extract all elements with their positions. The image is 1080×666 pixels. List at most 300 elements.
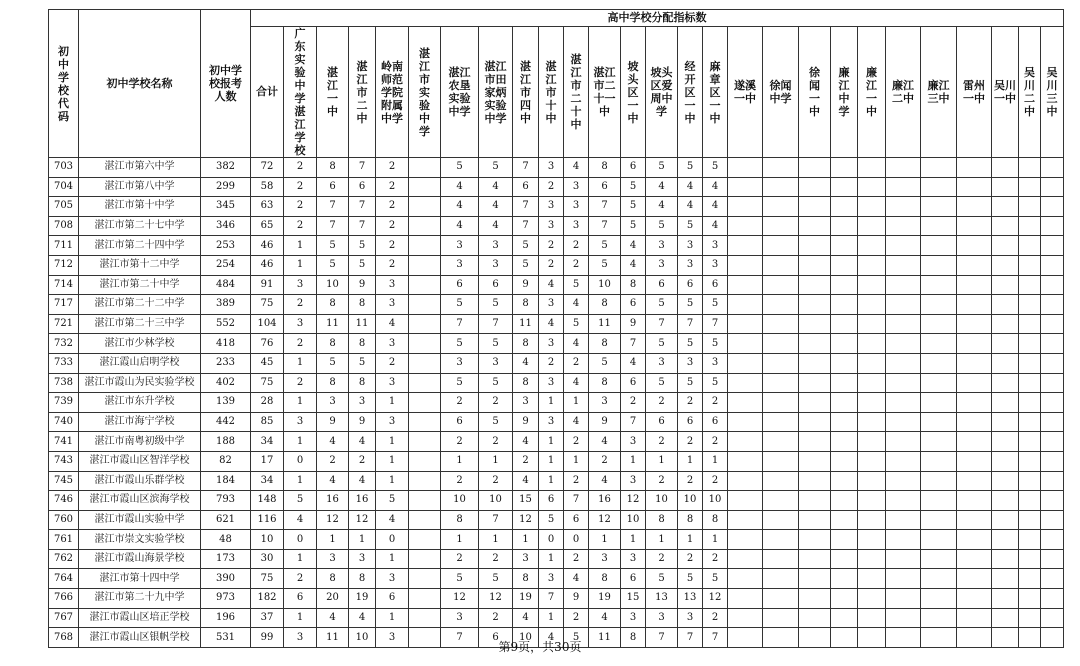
quota-cell [728,491,763,511]
quota-cell [957,530,992,550]
quota-cell: 3 [479,255,513,275]
quota-cell: 1 [376,432,409,452]
quota-cell: 2 [646,432,678,452]
quota-cell: 4 [539,275,564,295]
quota-cell: 2 [376,353,409,373]
quota-cell [1041,510,1064,530]
quota-cell: 3 [376,295,409,315]
quota-cell: 6 [441,275,479,295]
quota-cell: 6 [621,569,646,589]
quota-cell [992,569,1019,589]
quota-cell: 8 [441,510,479,530]
quota-cell [409,275,441,295]
quota-cell: 2 [539,255,564,275]
header-school: 吴川二中 [1019,27,1041,158]
quota-cell: 10 [317,275,349,295]
quota-cell: 5 [703,158,728,178]
applicant-count-cell: 402 [201,373,251,393]
quota-cell: 6 [564,510,589,530]
quota-cell: 4 [564,569,589,589]
quota-cell [921,236,957,256]
quota-cell [831,373,858,393]
school-name-cell: 湛江市第二十中学 [79,275,201,295]
quota-cell: 3 [621,608,646,628]
quota-cell: 8 [317,334,349,354]
quota-cell [1041,491,1064,511]
school-name-cell: 湛江市霞山乐群学校 [79,471,201,491]
quota-cell: 5 [441,373,479,393]
applicant-count-cell: 139 [201,393,251,413]
quota-cell: 4 [349,432,376,452]
quota-cell [886,177,921,197]
quota-cell: 7 [441,314,479,334]
header-code: 初中学校代码 [49,10,79,158]
school-code-cell: 732 [49,334,79,354]
quota-cell: 5 [646,216,678,236]
quota-cell [831,569,858,589]
quota-cell: 1 [621,530,646,550]
quota-cell: 3 [539,412,564,432]
quota-cell: 5 [678,295,703,315]
quota-cell [992,353,1019,373]
quota-cell: 9 [513,275,539,295]
quota-cell [1019,255,1041,275]
quota-cell [921,158,957,178]
quota-cell: 7 [349,158,376,178]
quota-cell [1041,530,1064,550]
quota-cell: 19 [349,589,376,609]
quota-cell [831,158,858,178]
quota-cell [992,216,1019,236]
quota-cell [1019,353,1041,373]
quota-cell: 6 [703,412,728,432]
quota-cell: 3 [441,255,479,275]
quota-cell: 5 [703,334,728,354]
quota-cell [831,432,858,452]
quota-cell [858,334,886,354]
quota-cell [957,353,992,373]
quota-cell [921,589,957,609]
quota-cell [763,510,799,530]
quota-cell: 3 [646,236,678,256]
quota-cell [1041,471,1064,491]
header-school: 湛江市二中 [349,27,376,158]
quota-cell [763,530,799,550]
quota-cell [858,569,886,589]
header-school: 湛江一中 [317,27,349,158]
quota-cell: 4 [317,471,349,491]
quota-cell [728,530,763,550]
school-code-cell: 733 [49,353,79,373]
quota-cell: 4 [349,471,376,491]
school-name-cell: 湛江市霞山区培正学校 [79,608,201,628]
quota-cell: 11 [513,314,539,334]
quota-cell: 2 [678,471,703,491]
quota-cell: 2 [479,549,513,569]
applicant-count-cell: 345 [201,197,251,217]
quota-cell: 3 [589,393,621,413]
quota-cell: 1 [349,530,376,550]
quota-cell: 8 [589,334,621,354]
quota-cell [409,608,441,628]
quota-cell: 5 [349,236,376,256]
quota-cell [921,334,957,354]
quota-cell: 5 [564,314,589,334]
quota-cell: 6 [703,275,728,295]
school-name-cell: 湛江市第十二中学 [79,255,201,275]
school-code-cell: 760 [49,510,79,530]
quota-cell: 19 [589,589,621,609]
quota-cell: 8 [513,373,539,393]
quota-cell [763,451,799,471]
quota-cell [1019,608,1041,628]
quota-cell [763,353,799,373]
quota-cell [763,275,799,295]
quota-cell [992,589,1019,609]
quota-cell [1019,295,1041,315]
total-cell: 34 [251,471,284,491]
header-school: 湛江市二十一中 [589,27,621,158]
quota-cell [831,608,858,628]
quota-cell [921,373,957,393]
quota-cell: 8 [589,158,621,178]
quota-cell [886,353,921,373]
quota-cell: 5 [589,236,621,256]
quota-cell: 6 [539,491,564,511]
applicant-count-cell: 196 [201,608,251,628]
quota-cell: 2 [703,471,728,491]
quota-cell [728,255,763,275]
quota-cell: 7 [589,197,621,217]
quota-cell [1041,236,1064,256]
quota-cell: 12 [621,491,646,511]
school-code-cell: 740 [49,412,79,432]
quota-cell [957,295,992,315]
quota-cell: 4 [376,314,409,334]
quota-cell: 3 [376,628,409,648]
total-cell: 75 [251,569,284,589]
applicant-count-cell: 254 [201,255,251,275]
applicant-count-cell: 793 [201,491,251,511]
quota-cell [1019,451,1041,471]
quota-cell: 4 [441,197,479,217]
quota-cell: 3 [539,334,564,354]
quota-cell: 8 [646,510,678,530]
quota-cell: 4 [564,373,589,393]
header-school: 廉江一中 [858,27,886,158]
quota-cell: 4 [349,608,376,628]
quota-cell: 2 [539,177,564,197]
quota-cell [957,255,992,275]
quota-cell: 4 [646,197,678,217]
quota-cell [763,491,799,511]
total-cell: 46 [251,236,284,256]
applicant-count-cell: 299 [201,177,251,197]
quota-cell: 3 [284,628,317,648]
table-row [49,177,1064,197]
quota-cell [921,314,957,334]
school-code-cell: 768 [49,628,79,648]
quota-cell [957,373,992,393]
quota-cell: 3 [646,255,678,275]
table-row [49,412,1064,432]
school-code-cell: 746 [49,491,79,511]
table-row [49,197,1064,217]
quota-cell [409,530,441,550]
header-school: 麻章区一中 [703,27,728,158]
quota-cell [858,255,886,275]
quota-cell [886,295,921,315]
quota-cell [763,295,799,315]
quota-cell: 3 [376,373,409,393]
quota-cell: 5 [678,569,703,589]
quota-cell [921,569,957,589]
school-code-cell: 705 [49,197,79,217]
quota-cell: 4 [479,216,513,236]
quota-cell: 1 [284,353,317,373]
quota-cell [921,295,957,315]
quota-cell [1019,216,1041,236]
quota-cell: 7 [539,589,564,609]
quota-cell: 4 [703,216,728,236]
school-code-cell: 717 [49,295,79,315]
quota-cell [1041,412,1064,432]
quota-cell [799,314,831,334]
table-row [49,491,1064,511]
quota-cell: 7 [564,491,589,511]
quota-cell [858,530,886,550]
quota-cell [957,314,992,334]
quota-cell [957,197,992,217]
quota-cell [992,471,1019,491]
quota-cell: 3 [621,471,646,491]
table-row [49,393,1064,413]
quota-cell: 7 [678,628,703,648]
quota-cell [1019,334,1041,354]
quota-cell: 5 [317,236,349,256]
quota-cell [799,393,831,413]
quota-cell: 5 [621,197,646,217]
quota-cell [1041,177,1064,197]
school-name-cell: 湛江市第二十三中学 [79,314,201,334]
quota-cell: 10 [678,491,703,511]
quota-cell: 4 [621,353,646,373]
applicant-count-cell: 233 [201,353,251,373]
header-school: 广东实验中学湛江学校 [284,27,317,158]
quota-cell: 20 [317,589,349,609]
quota-cell: 8 [513,569,539,589]
school-name-cell: 湛江市第八中学 [79,177,201,197]
table-row [49,275,1064,295]
quota-cell: 2 [564,255,589,275]
total-cell: 85 [251,412,284,432]
applicant-count-cell: 173 [201,549,251,569]
quota-cell: 1 [539,432,564,452]
quota-cell: 2 [621,393,646,413]
quota-cell: 4 [441,177,479,197]
school-name-cell: 湛江市第十四中学 [79,569,201,589]
quota-cell: 12 [317,510,349,530]
quota-cell [409,158,441,178]
quota-cell: 4 [564,334,589,354]
quota-cell: 8 [703,510,728,530]
applicant-count-cell: 973 [201,589,251,609]
quota-cell: 6 [349,177,376,197]
quota-cell: 1 [678,451,703,471]
quota-cell: 3 [284,275,317,295]
quota-cell: 13 [678,589,703,609]
quota-cell: 8 [589,373,621,393]
quota-cell: 12 [441,589,479,609]
school-name-cell: 湛江市少林学校 [79,334,201,354]
quota-cell: 4 [678,197,703,217]
header-school: 湛江市田家炳实验中学 [479,27,513,158]
quota-cell [799,608,831,628]
quota-cell: 10 [589,275,621,295]
quota-cell: 0 [284,451,317,471]
quota-cell: 3 [678,236,703,256]
header-school: 徐闻中学 [763,27,799,158]
applicant-count-cell: 442 [201,412,251,432]
quota-cell [1041,255,1064,275]
school-code-cell: 741 [49,432,79,452]
applicant-count-cell: 389 [201,295,251,315]
total-cell: 91 [251,275,284,295]
school-code-cell: 721 [49,314,79,334]
table-row [49,353,1064,373]
quota-cell: 5 [703,373,728,393]
quota-cell [799,530,831,550]
quota-cell [886,432,921,452]
total-cell: 76 [251,334,284,354]
school-code-cell: 743 [49,451,79,471]
quota-cell [1019,412,1041,432]
quota-cell [1041,353,1064,373]
quota-cell: 8 [513,295,539,315]
quota-cell: 2 [284,158,317,178]
quota-cell [1041,608,1064,628]
quota-cell: 4 [317,608,349,628]
quota-cell [409,432,441,452]
quota-cell [992,412,1019,432]
table-row [49,295,1064,315]
quota-cell: 2 [646,549,678,569]
school-code-cell: 761 [49,530,79,550]
quota-cell: 1 [376,471,409,491]
quota-cell [799,589,831,609]
quota-cell [1019,177,1041,197]
quota-cell: 3 [376,275,409,295]
quota-cell [858,236,886,256]
quota-cell: 8 [621,275,646,295]
quota-cell [957,158,992,178]
quota-cell [921,412,957,432]
header-school: 湛江市二十中 [564,27,589,158]
quota-cell: 5 [539,510,564,530]
quota-cell [957,491,992,511]
quota-cell: 1 [621,451,646,471]
quota-cell: 1 [376,393,409,413]
quota-cell: 2 [564,608,589,628]
school-name-cell: 湛江市霞山为民实验学校 [79,373,201,393]
quota-cell: 4 [621,236,646,256]
school-name-cell: 湛江市第二十四中学 [79,236,201,256]
quota-cell [831,549,858,569]
quota-cell [858,216,886,236]
table-row [49,569,1064,589]
quota-cell: 2 [479,393,513,413]
quota-cell: 3 [284,412,317,432]
quota-cell [858,432,886,452]
table-row [49,334,1064,354]
quota-cell: 5 [646,158,678,178]
quota-cell [992,530,1019,550]
quota-cell: 9 [349,275,376,295]
quota-cell [1019,530,1041,550]
quota-cell: 2 [564,471,589,491]
quota-cell [1041,393,1064,413]
quota-cell [831,177,858,197]
quota-cell: 7 [441,628,479,648]
quota-cell [409,569,441,589]
quota-cell: 6 [284,589,317,609]
quota-cell: 1 [513,530,539,550]
quota-cell [831,510,858,530]
quota-cell: 1 [539,549,564,569]
quota-cell: 9 [349,412,376,432]
quota-cell [1019,275,1041,295]
quota-cell: 3 [589,549,621,569]
school-code-cell: 766 [49,589,79,609]
quota-cell: 2 [564,549,589,569]
quota-cell: 6 [646,412,678,432]
quota-cell: 3 [564,177,589,197]
applicant-count-cell: 552 [201,314,251,334]
quota-cell: 3 [349,549,376,569]
quota-cell: 1 [703,451,728,471]
quota-cell [921,255,957,275]
quota-cell [1019,432,1041,452]
quota-cell: 7 [678,314,703,334]
quota-cell [409,491,441,511]
quota-cell: 11 [589,628,621,648]
quota-cell [886,510,921,530]
quota-cell: 2 [589,451,621,471]
quota-cell: 12 [479,589,513,609]
quota-cell [409,236,441,256]
applicant-count-cell: 621 [201,510,251,530]
quota-cell: 4 [564,412,589,432]
quota-cell: 8 [349,295,376,315]
quota-cell [921,353,957,373]
quota-cell [992,393,1019,413]
quota-cell: 1 [441,530,479,550]
quota-cell [858,510,886,530]
quota-cell [728,608,763,628]
quota-cell [1019,393,1041,413]
quota-cell [1019,569,1041,589]
quota-cell: 2 [441,549,479,569]
quota-cell: 2 [284,334,317,354]
quota-cell [1041,158,1064,178]
quota-cell: 3 [564,216,589,236]
quota-cell: 3 [678,608,703,628]
quota-cell [728,177,763,197]
header-school: 湛江市四中 [513,27,539,158]
quota-cell: 4 [589,608,621,628]
quota-cell: 12 [589,510,621,530]
quota-cell: 9 [589,412,621,432]
